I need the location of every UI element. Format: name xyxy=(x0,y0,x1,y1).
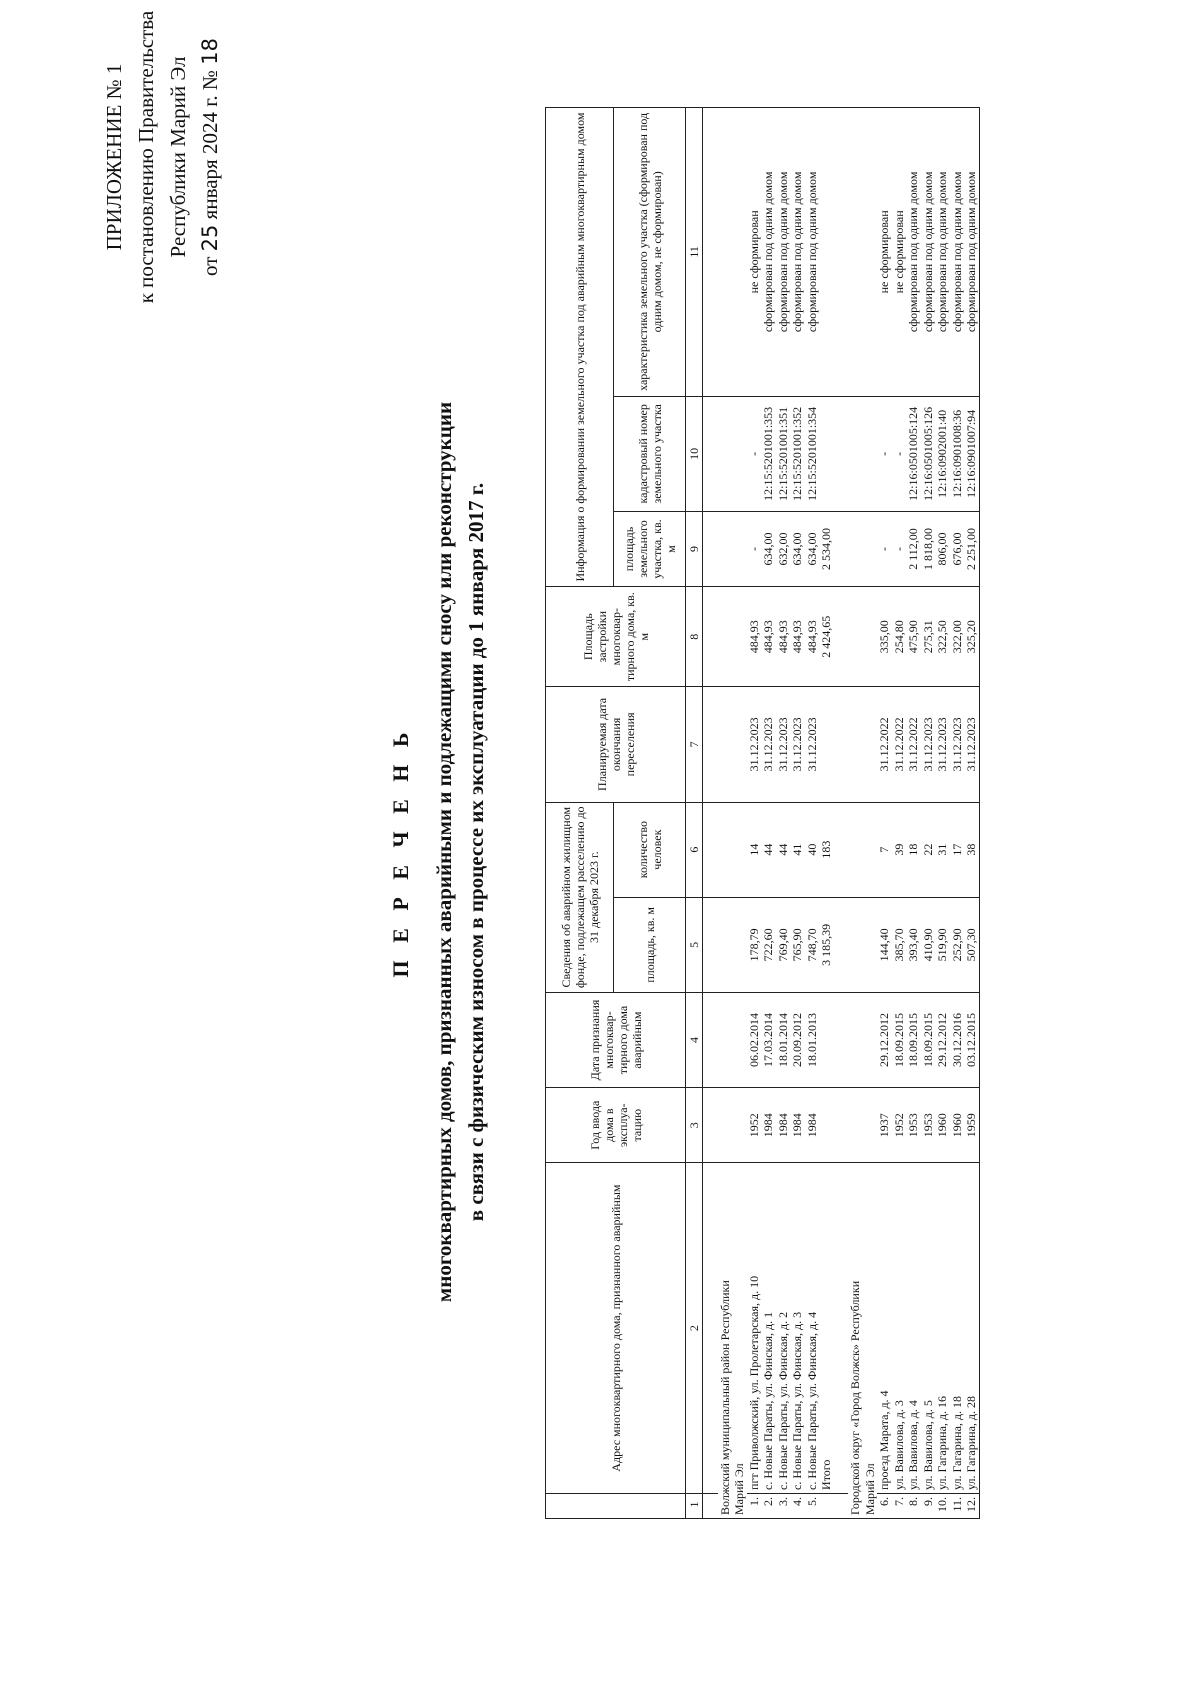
row-recognition-date: 29.12.2012 xyxy=(877,992,892,1087)
total-built-area: 2 424,65 xyxy=(819,587,834,687)
row-cadastral: 12:16:0501005:126 xyxy=(921,396,936,511)
empty-cell xyxy=(848,587,863,687)
header-built-area: Площадь застройки многоквар-тирного дома, кв. м xyxy=(546,587,686,687)
header-area: площадь, кв. м xyxy=(614,897,686,992)
row-people: 44 xyxy=(776,802,791,897)
empty-cell xyxy=(863,511,878,586)
table-row xyxy=(906,108,921,1519)
empty-cell xyxy=(718,511,733,586)
row-people: 31 xyxy=(935,802,950,897)
row-built-area: 254,80 xyxy=(892,587,907,687)
row-number: 10. xyxy=(935,1493,950,1518)
empty-cell xyxy=(863,992,878,1087)
row-recognition-date: 18.09.2015 xyxy=(892,992,907,1087)
row-recognition-date: 03.12.2015 xyxy=(964,992,979,1087)
row-year: 1937 xyxy=(877,1088,892,1163)
row-land-area: 632,00 xyxy=(776,511,791,586)
row-number: 3. xyxy=(776,1493,791,1518)
total-people: 183 xyxy=(819,802,834,897)
empty-cell xyxy=(732,587,747,687)
empty-cell xyxy=(732,802,747,897)
empty-cell xyxy=(718,897,733,992)
header-land-char: характеристика земельного участка (сформирован под одним домом, не сформирован) xyxy=(614,108,686,397)
empty-cell xyxy=(703,108,718,397)
empty-cell xyxy=(703,1163,718,1494)
table-row xyxy=(877,108,892,1519)
group-title-row xyxy=(848,108,863,1519)
empty-cell xyxy=(834,396,849,511)
empty-cell xyxy=(718,687,733,802)
empty-cell xyxy=(848,687,863,802)
document-subtitle-line1: многоквартирных домов, признанных аварийными и подлежащими сносу или реконструкции xyxy=(432,401,456,1303)
row-built-area: 275,31 xyxy=(921,587,936,687)
header-land-group: Информация о формировании земельного участка под аварийным многоквартирным домом xyxy=(546,108,614,587)
table-row xyxy=(892,108,907,1519)
empty-cell xyxy=(834,1088,849,1163)
row-land-area: - xyxy=(877,511,892,586)
row-people: 38 xyxy=(964,802,979,897)
column-number: 9 xyxy=(686,511,703,586)
row-address: ул. Вавилова, д. 5 xyxy=(921,1163,936,1494)
empty-cell xyxy=(834,1493,849,1518)
empty-cell xyxy=(834,511,849,586)
row-planned-date: 31.12.2022 xyxy=(892,687,907,802)
empty-cell xyxy=(834,587,849,687)
empty-cell xyxy=(848,108,863,397)
empty-cell xyxy=(863,802,878,897)
row-land-area: 634,00 xyxy=(761,511,776,586)
appendix-resolution: к постановлению Правительства xyxy=(134,10,158,304)
row-area: 144,40 xyxy=(877,897,892,992)
row-cadastral: 12:16:0501005:124 xyxy=(906,396,921,511)
header-date-recognition: Дата признания многоквар-тирного дома аварийным xyxy=(546,992,686,1087)
appendix-block xyxy=(98,7,226,307)
row-year: 1953 xyxy=(921,1088,936,1163)
empty-cell xyxy=(703,897,718,992)
empty-cell xyxy=(718,108,733,397)
group-title: Марий Эл xyxy=(863,1163,878,1519)
empty-cell xyxy=(863,587,878,687)
empty-cell xyxy=(732,1088,747,1163)
group-title-row xyxy=(863,108,878,1519)
document-title: П Е Р Е Ч Е Н Ь xyxy=(388,726,413,978)
empty-cell xyxy=(819,687,834,802)
row-year: 1959 xyxy=(964,1088,979,1163)
row-recognition-date: 18.01.2013 xyxy=(805,992,820,1087)
column-number: 7 xyxy=(686,687,703,802)
row-planned-date: 31.12.2023 xyxy=(950,687,965,802)
row-area: 393,40 xyxy=(906,897,921,992)
resolution-number: 18 xyxy=(198,38,222,65)
row-built-area: 475,90 xyxy=(906,587,921,687)
row-address: пгт Приволжский, ул. Пролетарская, д. 10 xyxy=(747,1163,762,1494)
group-title: Волжский муниципальный район Республики xyxy=(718,1163,733,1519)
empty-cell xyxy=(848,992,863,1087)
row-number: 6. xyxy=(877,1493,892,1518)
row-land-char: сформирован под одним домом xyxy=(935,108,950,397)
empty-cell xyxy=(819,1493,834,1518)
row-address: ул. Гагарина, д. 18 xyxy=(950,1163,965,1494)
table-row xyxy=(921,108,936,1519)
row-planned-date: 31.12.2023 xyxy=(805,687,820,802)
row-built-area: 484,93 xyxy=(776,587,791,687)
row-land-area: - xyxy=(747,511,762,586)
row-address: ул. Вавилова, д. 3 xyxy=(892,1163,907,1494)
empty-cell xyxy=(718,396,733,511)
empty-cell xyxy=(732,687,747,802)
row-planned-date: 31.12.2023 xyxy=(761,687,776,802)
table-row xyxy=(935,108,950,1519)
column-number: 5 xyxy=(686,897,703,992)
table-row xyxy=(747,108,762,1519)
empty-cell xyxy=(703,687,718,802)
row-recognition-date: 29.12.2012 xyxy=(935,992,950,1087)
table-row xyxy=(964,108,979,1519)
row-year: 1960 xyxy=(935,1088,950,1163)
row-planned-date: 31.12.2023 xyxy=(790,687,805,802)
row-address: с. Новые Параты, ул. Финская, д. 1 xyxy=(761,1163,776,1494)
row-people: 44 xyxy=(761,802,776,897)
row-land-char: сформирован под одним домом xyxy=(790,108,805,397)
empty-cell xyxy=(732,992,747,1087)
row-number: 1. xyxy=(747,1493,762,1518)
empty-cell xyxy=(732,897,747,992)
row-people: 40 xyxy=(805,802,820,897)
header-cadastral: кадастровый номер земельного участка xyxy=(614,396,686,511)
row-number: 2. xyxy=(761,1493,776,1518)
empty-cell xyxy=(848,396,863,511)
row-area: 507,30 xyxy=(964,897,979,992)
row-people: 14 xyxy=(747,802,762,897)
row-address: с. Новые Параты, ул. Финская, д. 3 xyxy=(790,1163,805,1494)
total-row xyxy=(819,108,834,1519)
empty-cell xyxy=(703,511,718,586)
row-address: с. Новые Параты, ул. Финская, д. 2 xyxy=(776,1163,791,1494)
group-title: Марий Эл xyxy=(732,1163,747,1519)
row-year: 1984 xyxy=(776,1088,791,1163)
row-land-area: 676,00 xyxy=(950,511,965,586)
row-land-area: 634,00 xyxy=(805,511,820,586)
spacer-row xyxy=(834,108,849,1519)
row-built-area: 484,93 xyxy=(805,587,820,687)
register-body xyxy=(703,108,980,1519)
row-year: 1984 xyxy=(805,1088,820,1163)
row-people: 39 xyxy=(892,802,907,897)
header-planned-date: Планируемая дата окончания переселения xyxy=(546,687,686,802)
empty-cell xyxy=(834,1163,849,1494)
empty-cell xyxy=(848,802,863,897)
appendix-republic: Республики Марий Эл xyxy=(166,56,190,258)
row-built-area: 484,93 xyxy=(790,587,805,687)
empty-cell xyxy=(703,802,718,897)
row-cadastral: 12:16:0901007:94 xyxy=(964,396,979,511)
empty-cell xyxy=(819,992,834,1087)
total-land-area: 2 534,00 xyxy=(819,511,834,586)
empty-cell xyxy=(834,897,849,992)
group-title-row xyxy=(718,108,733,1519)
row-area: 519,90 xyxy=(935,897,950,992)
row-area: 385,70 xyxy=(892,897,907,992)
row-land-char: сформирован под одним домом xyxy=(964,108,979,397)
header-land-area: площадь земельного участка, кв. м xyxy=(614,511,686,586)
row-year: 1984 xyxy=(790,1088,805,1163)
row-cadastral: 12:16:0902001:40 xyxy=(935,396,950,511)
row-planned-date: 31.12.2022 xyxy=(877,687,892,802)
row-land-char: сформирован под одним домом xyxy=(761,108,776,397)
row-cadastral: 12:15:5201001:353 xyxy=(761,396,776,511)
row-cadastral: - xyxy=(877,396,892,511)
appendix-date-line xyxy=(194,7,226,307)
row-recognition-date: 18.09.2015 xyxy=(921,992,936,1087)
row-recognition-date: 17.03.2014 xyxy=(761,992,776,1087)
row-area: 765,90 xyxy=(790,897,805,992)
row-cadastral: 12:15:5201001:351 xyxy=(776,396,791,511)
row-year: 1953 xyxy=(906,1088,921,1163)
table-row xyxy=(790,108,805,1519)
table-row xyxy=(950,108,965,1519)
row-recognition-date: 18.01.2014 xyxy=(776,992,791,1087)
column-number: 8 xyxy=(686,587,703,687)
row-built-area: 335,00 xyxy=(877,587,892,687)
empty-cell xyxy=(732,108,747,397)
row-year: 1960 xyxy=(950,1088,965,1163)
group-title: Городской округ «Город Волжск» Республики xyxy=(848,1163,863,1519)
row-land-area: 2 112,00 xyxy=(906,511,921,586)
row-people: 17 xyxy=(950,802,965,897)
column-number: 4 xyxy=(686,992,703,1087)
empty-cell xyxy=(718,1088,733,1163)
row-address: проезд Марата, д. 4 xyxy=(877,1163,892,1494)
row-built-area: 322,00 xyxy=(950,587,965,687)
row-number: 12. xyxy=(964,1493,979,1518)
table-row xyxy=(805,108,820,1519)
row-recognition-date: 20.09.2012 xyxy=(790,992,805,1087)
row-recognition-date: 18.09.2015 xyxy=(906,992,921,1087)
row-people: 22 xyxy=(921,802,936,897)
empty-cell xyxy=(848,897,863,992)
table-row xyxy=(761,108,776,1519)
row-land-area: 1 818,00 xyxy=(921,511,936,586)
header-address: Адрес многоквартирного дома, признанного аварийным xyxy=(546,1163,686,1494)
row-number: 4. xyxy=(790,1493,805,1518)
row-built-area: 484,93 xyxy=(761,587,776,687)
column-number: 6 xyxy=(686,802,703,897)
empty-cell xyxy=(834,992,849,1087)
empty-cell xyxy=(848,1088,863,1163)
row-people: 18 xyxy=(906,802,921,897)
date-rest: января 2024 г. № xyxy=(198,70,222,220)
row-land-char: сформирован под одним домом xyxy=(921,108,936,397)
appendix-title: ПРИЛОЖЕНИЕ № 1 xyxy=(102,63,126,251)
empty-cell xyxy=(848,511,863,586)
row-land-char: не сформирован xyxy=(747,108,762,397)
row-land-char: сформирован под одним домом xyxy=(950,108,965,397)
row-address: ул. Гагарина, д. 16 xyxy=(935,1163,950,1494)
row-planned-date: 31.12.2022 xyxy=(906,687,921,802)
empty-cell xyxy=(863,687,878,802)
spacer-row xyxy=(703,108,718,1519)
row-planned-date: 31.12.2023 xyxy=(747,687,762,802)
row-people: 41 xyxy=(790,802,805,897)
empty-cell xyxy=(819,396,834,511)
row-address: с. Новые Параты, ул. Финская, д. 4 xyxy=(805,1163,820,1494)
row-land-char: сформирован под одним домом xyxy=(906,108,921,397)
empty-cell xyxy=(703,587,718,687)
empty-cell xyxy=(863,396,878,511)
row-planned-date: 31.12.2023 xyxy=(964,687,979,802)
row-built-area: 322,50 xyxy=(935,587,950,687)
row-year: 1952 xyxy=(892,1088,907,1163)
row-land-char: не сформирован xyxy=(877,108,892,397)
table-row xyxy=(776,108,791,1519)
row-planned-date: 31.12.2023 xyxy=(921,687,936,802)
row-number: 11. xyxy=(950,1493,965,1518)
row-people: 7 xyxy=(877,802,892,897)
row-cadastral: 12:16:0901008:36 xyxy=(950,396,965,511)
document-subtitle-line2: в связи с физическим износом в процессе их эксплуатации до 1 января 2017 г. xyxy=(464,482,488,1222)
row-number: 5. xyxy=(805,1493,820,1518)
row-cadastral: 12:15:5201001:352 xyxy=(790,396,805,511)
row-built-area: 325,20 xyxy=(964,587,979,687)
header-emergency-group: Сведения об аварийном жилищном фонде, подлежащем расселению до 31 декабря 2023 г. xyxy=(546,802,614,992)
total-area: 3 185,39 xyxy=(819,897,834,992)
row-cadastral: 12:15:5201001:354 xyxy=(805,396,820,511)
row-area: 178,79 xyxy=(747,897,762,992)
column-number: 3 xyxy=(686,1088,703,1163)
empty-cell xyxy=(834,687,849,802)
empty-cell xyxy=(703,1493,718,1518)
row-land-area: - xyxy=(892,511,907,586)
row-land-char: сформирован под одним домом xyxy=(776,108,791,397)
empty-cell xyxy=(819,108,834,397)
total-label: Итого xyxy=(819,1163,834,1494)
row-area: 722,60 xyxy=(761,897,776,992)
row-area: 748,70 xyxy=(805,897,820,992)
empty-cell xyxy=(718,992,733,1087)
row-recognition-date: 06.02.2014 xyxy=(747,992,762,1087)
column-number: 1 xyxy=(686,1493,703,1518)
group-title-row xyxy=(732,108,747,1519)
register-table xyxy=(545,107,980,1519)
row-cadastral: - xyxy=(747,396,762,511)
row-year: 1984 xyxy=(761,1088,776,1163)
empty-cell xyxy=(863,1088,878,1163)
empty-cell xyxy=(863,897,878,992)
empty-cell xyxy=(732,396,747,511)
column-number: 2 xyxy=(686,1163,703,1494)
empty-cell xyxy=(819,1088,834,1163)
row-recognition-date: 30.12.2016 xyxy=(950,992,965,1087)
empty-cell xyxy=(703,1088,718,1163)
empty-cell xyxy=(703,396,718,511)
row-area: 410,90 xyxy=(921,897,936,992)
row-built-area: 484,93 xyxy=(747,587,762,687)
row-year: 1952 xyxy=(747,1088,762,1163)
row-land-area: 806,00 xyxy=(935,511,950,586)
header-num xyxy=(546,1493,686,1518)
column-number: 11 xyxy=(686,108,703,397)
row-land-char: сформирован под одним домом xyxy=(805,108,820,397)
empty-cell xyxy=(718,802,733,897)
row-number: 8. xyxy=(906,1493,921,1518)
row-planned-date: 31.12.2023 xyxy=(776,687,791,802)
row-area: 769,40 xyxy=(776,897,791,992)
row-cadastral: - xyxy=(892,396,907,511)
date-prefix: от xyxy=(198,256,222,276)
empty-cell xyxy=(732,511,747,586)
date-day: 25 xyxy=(198,224,222,252)
row-number: 9. xyxy=(921,1493,936,1518)
empty-cell xyxy=(863,108,878,397)
header-people: количество человек xyxy=(614,802,686,897)
column-number: 10 xyxy=(686,396,703,511)
empty-cell xyxy=(834,802,849,897)
row-land-area: 634,00 xyxy=(790,511,805,586)
row-address: ул. Гагарина, д. 28 xyxy=(964,1163,979,1494)
empty-cell xyxy=(703,992,718,1087)
row-planned-date: 31.12.2023 xyxy=(935,687,950,802)
row-address: ул. Вавилова, д. 4 xyxy=(906,1163,921,1494)
row-area: 252,90 xyxy=(950,897,965,992)
row-land-area: 2 251,00 xyxy=(964,511,979,586)
column-number-row xyxy=(686,108,703,1519)
header-year: Год ввода дома в эксплуа-тацию xyxy=(546,1088,686,1163)
row-land-char: не сформирован xyxy=(892,108,907,397)
empty-cell xyxy=(834,108,849,397)
empty-cell xyxy=(718,587,733,687)
row-number: 7. xyxy=(892,1493,907,1518)
